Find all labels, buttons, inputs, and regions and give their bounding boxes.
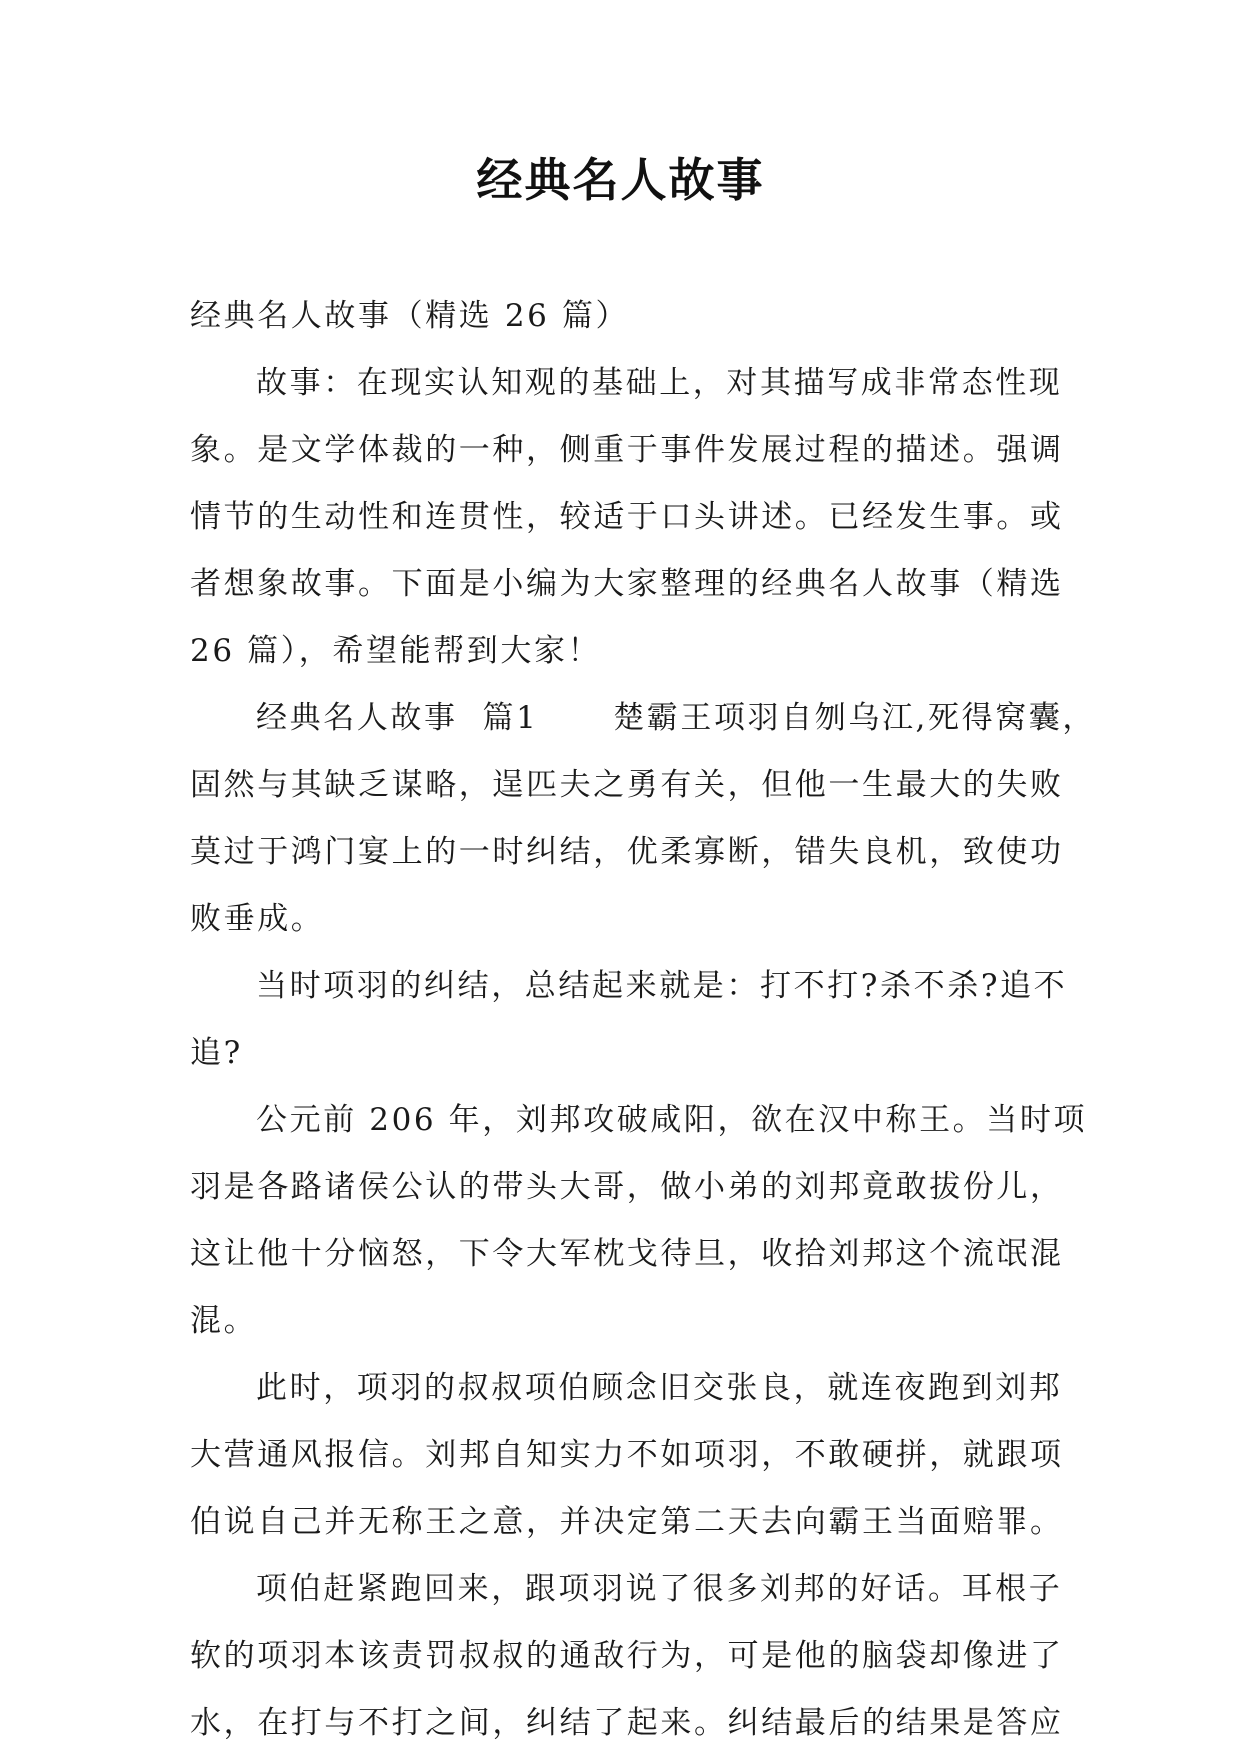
text-line: 这让他十分恼怒，下令大军枕戈待旦，收拾刘邦这个流氓混 bbox=[190, 1236, 1064, 1272]
text-line: 26 篇），希望能帮到大家！ bbox=[190, 633, 602, 669]
text-line: 追? bbox=[190, 1035, 243, 1071]
text-line: 者想象故事。下面是小编为大家整理的经典名人故事（精选 bbox=[190, 566, 1064, 602]
text-line: 水，在打与不打之间，纠结了起来。纠结最后的结果是答应 bbox=[190, 1705, 1064, 1741]
text-line: 败垂成。 bbox=[190, 901, 325, 937]
text-line: 项伯赶紧跑回来，跟项羽说了很多刘邦的好话。耳根子 bbox=[256, 1571, 1063, 1607]
text-line: 羽是各路诸侯公认的带头大哥，做小弟的刘邦竟敢拔份儿， bbox=[190, 1169, 1064, 1205]
text-line: 莫过于鸿门宴上的一时纠结，优柔寡断，错失良机，致使功 bbox=[190, 834, 1064, 870]
text-line: 固然与其缺乏谋略，逞匹夫之勇有关，但他一生最大的失败 bbox=[190, 767, 1064, 803]
text-line: 情节的生动性和连贯性，较适于口头讲述。已经发生事。或 bbox=[190, 499, 1064, 535]
text-line: 公元前 206 年，刘邦攻破咸阳，欲在汉中称王。当时项 bbox=[256, 1102, 1088, 1138]
text-line: 软的项羽本该责罚叔叔的通敌行为，可是他的脑袋却像进了 bbox=[190, 1638, 1064, 1674]
document-title: 经典名人故事 bbox=[476, 153, 765, 207]
text-line: 此时，项羽的叔叔项伯顾念旧交张良，就连夜跑到刘邦 bbox=[256, 1370, 1063, 1406]
text-line: 混。 bbox=[190, 1303, 258, 1339]
document-body bbox=[190, 283, 1097, 1757]
text-line: 故事：在现实认知观的基础上，对其描写成非常态性现 bbox=[256, 365, 1063, 401]
text-line: 象。是文学体裁的一种，侧重于事件发展过程的描述。强调 bbox=[190, 432, 1064, 468]
text-line: 经典名人故事 篇1 楚霸王项羽自刎乌江,死得窝囊， bbox=[256, 700, 1097, 736]
text-line: 当时项羽的纠结，总结起来就是：打不打?杀不杀?追不 bbox=[256, 968, 1068, 1004]
text-line: 经典名人故事（精选 26 篇） bbox=[190, 298, 630, 334]
text-line: 伯说自己并无称王之意，并决定第二天去向霸王当面赔罪。 bbox=[190, 1504, 1064, 1540]
text-line: 大营通风报信。刘邦自知实力不如项羽，不敢硬拼，就跟项 bbox=[190, 1437, 1064, 1473]
